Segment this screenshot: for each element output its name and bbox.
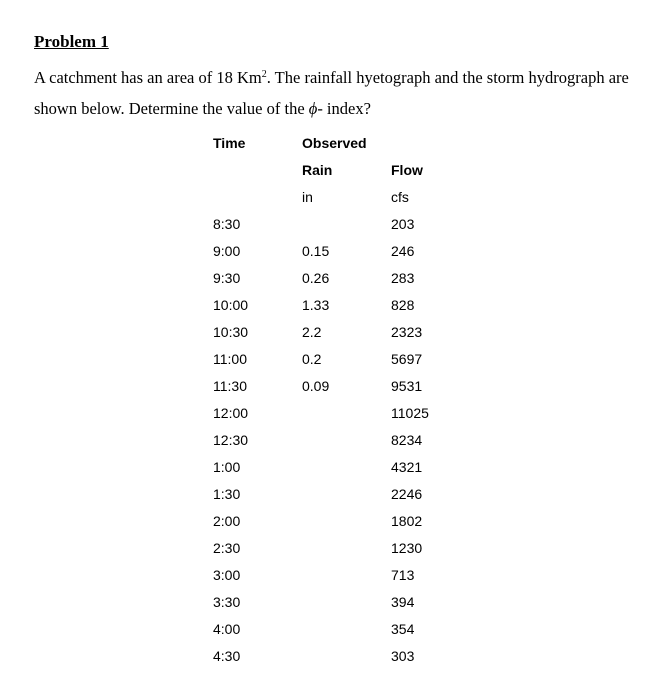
header-observed: Observed xyxy=(302,135,367,151)
cell-time: 2:30 xyxy=(213,540,241,556)
cell-flow: 8234 xyxy=(391,432,423,448)
cell-time: 9:30 xyxy=(213,270,241,286)
flow-unit: cfs xyxy=(391,189,409,205)
cell-time: 9:00 xyxy=(213,243,241,259)
cell-time: 12:00 xyxy=(213,405,249,421)
problem-statement xyxy=(34,62,659,124)
rain-unit: in xyxy=(302,189,313,205)
phi-symbol: ϕ xyxy=(308,99,318,118)
cell-rain: 2.2 xyxy=(302,324,322,340)
cell-rain: 1.33 xyxy=(302,297,330,313)
cell-time: 2:00 xyxy=(213,513,241,529)
header-flow: Flow xyxy=(391,162,423,178)
cell-rain: 0.2 xyxy=(302,351,322,367)
cell-time: 3:30 xyxy=(213,594,241,610)
cell-flow: 713 xyxy=(391,567,415,583)
cell-time: 10:30 xyxy=(213,324,249,340)
cell-flow: 203 xyxy=(391,216,415,232)
cell-time: 4:30 xyxy=(213,648,241,664)
cell-flow: 11025 xyxy=(391,405,429,421)
cell-flow: 354 xyxy=(391,621,415,637)
cell-time: 8:30 xyxy=(213,216,241,232)
cell-rain: 0.26 xyxy=(302,270,330,286)
cell-flow: 246 xyxy=(391,243,415,259)
cell-rain: 0.09 xyxy=(302,378,330,394)
cell-rain: 0.15 xyxy=(302,243,330,259)
cell-time: 11:00 xyxy=(213,351,247,367)
cell-flow: 394 xyxy=(391,594,415,610)
cell-time: 10:00 xyxy=(213,297,249,313)
header-time: Time xyxy=(213,135,246,151)
problem-heading: Problem 1 xyxy=(34,32,109,51)
statement-text-3: - index? xyxy=(317,99,371,118)
area-superscript: 2 xyxy=(261,69,267,80)
statement-text-1: A catchment has an area of 18 Km xyxy=(34,68,262,87)
cell-time: 1:00 xyxy=(213,459,241,475)
cell-flow: 1230 xyxy=(391,540,423,556)
cell-flow: 2246 xyxy=(391,486,423,502)
cell-flow: 828 xyxy=(391,297,415,313)
header-rain: Rain xyxy=(302,162,333,178)
statement-text-2: . The rainfall hyetograph and the storm hydrograph are shown below. Determine the value of the xyxy=(34,68,629,118)
cell-time: 1:30 xyxy=(213,486,241,502)
cell-time: 12:30 xyxy=(213,432,249,448)
cell-flow: 303 xyxy=(391,648,415,664)
cell-flow: 2323 xyxy=(391,324,423,340)
cell-flow: 1802 xyxy=(391,513,423,529)
cell-time: 3:00 xyxy=(213,567,241,583)
cell-time: 4:00 xyxy=(213,621,241,637)
cell-time: 11:30 xyxy=(213,378,247,394)
cell-flow: 4321 xyxy=(391,459,423,475)
cell-flow: 283 xyxy=(391,270,415,286)
cell-flow: 9531 xyxy=(391,378,423,394)
cell-flow: 5697 xyxy=(391,351,423,367)
